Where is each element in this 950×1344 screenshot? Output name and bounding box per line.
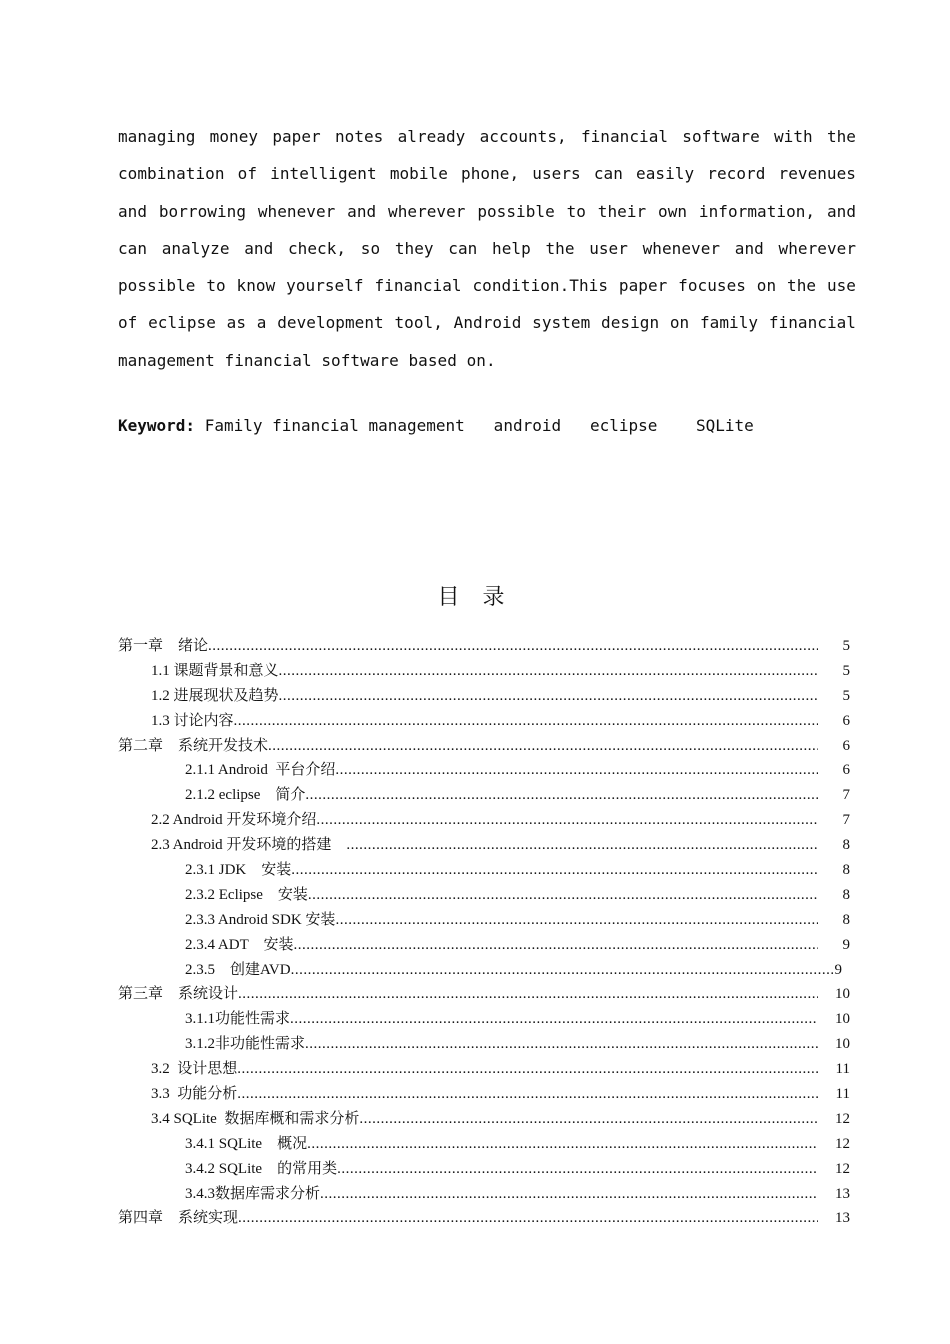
toc-leader-dots [237,1057,818,1082]
toc-entry-page: 7 [842,812,850,829]
toc-entry[interactable] [118,1182,856,1207]
toc-leader-dots [268,734,818,759]
toc-leader-dots [335,908,818,933]
toc-leader-dots [234,709,818,734]
toc-entry[interactable] [118,734,856,759]
toc-entry-page: 5 [842,662,850,679]
toc-entry-title: 2.3.1 JDK 安装 [185,862,292,879]
toc-entry-title: 3.4.2 SQLite 的常用类 [185,1160,338,1177]
toc-entry-page: 12 [835,1110,850,1127]
toc-entry-page: 8 [842,886,850,903]
toc-leader-dots [316,808,818,833]
toc-entry-title: 3.1.1功能性需求 [185,1011,291,1028]
toc-entry[interactable] [118,933,856,958]
keyword-line [118,416,856,435]
toc-leader-dots [305,783,818,808]
toc-entry[interactable] [118,982,856,1007]
toc-leader-dots [346,833,818,858]
toc-entry[interactable] [118,1107,856,1132]
toc-entry[interactable] [118,1007,856,1032]
toc-entry-title: 3.4 SQLite 数据库概和需求分析 [151,1110,360,1127]
toc-entry-title: 第四章 系统实现 [118,1210,239,1227]
toc-entry-page: 9 [834,961,842,978]
toc-entry-title: 2.3.2 Eclipse 安装 [185,886,308,903]
toc-entry-title: 1.2 进展现状及趋势 [151,687,279,704]
keyword-value: Family financial management android eclipse SQLite [195,416,754,435]
toc-leader-dots [320,1182,818,1207]
toc-entry[interactable] [118,684,856,709]
toc-entry[interactable] [118,833,856,858]
toc-entry-title: 2.3.4 ADT 安装 [185,936,294,953]
keyword-label: Keyword: [118,416,196,435]
toc-leader-dots [307,1132,818,1157]
toc-leader-dots [291,858,818,883]
toc-entry[interactable] [118,1082,856,1107]
toc-entry[interactable] [118,808,856,833]
toc-entry[interactable] [118,709,856,734]
toc-entry[interactable] [118,883,856,908]
toc-entry[interactable] [118,758,856,783]
toc-leader-dots [238,1206,818,1231]
toc-leader-dots [290,1007,818,1032]
toc-entry-page: 9 [842,936,850,953]
toc-entry[interactable] [118,659,856,684]
toc-leader-dots [308,883,818,908]
toc-entry[interactable] [118,1032,856,1057]
toc-leader-dots [279,684,818,709]
toc-entry-page: 10 [835,986,850,1003]
toc-entry-title: 第二章 系统开发技术 [118,737,269,754]
toc-entry[interactable] [118,1132,856,1157]
toc-entry-title: 3.1.2非功能性需求 [185,1036,306,1053]
toc-entry-title: 第一章 绪论 [118,638,209,654]
toc-entry-title: 3.3 功能分析 [151,1086,238,1103]
toc-leader-dots [293,933,818,958]
toc-entry-page: 5 [842,638,850,654]
toc-entry-page: 11 [835,1086,850,1103]
toc-entry[interactable] [118,958,856,983]
toc-title: 目 录 [437,585,513,610]
abstract-paragraph: managing money paper notes already accounts, financial software with the combination of intelligent mobile phone, users can easily record revenues and borrowing whenever and wherever possible to their own information, and can analyze and check, so they can help the user whenever and wherever possible to know yourself financial condition.This paper focuses on the use of eclipse as a development tool, Android system design on family financial management financial software based on. [118,127,856,370]
toc-entry-page: 6 [842,762,850,779]
table-of-contents [118,634,856,1231]
toc-entry-title: 1.1 课题背景和意义 [151,662,279,679]
toc-entry-page: 5 [842,687,850,704]
toc-entry[interactable] [118,1057,856,1082]
toc-entry-page: 11 [835,1061,850,1078]
toc-entry[interactable] [118,858,856,883]
toc-entry-title: 2.1.2 eclipse 简介 [185,787,306,804]
toc-entry[interactable] [118,1206,856,1231]
toc-leader-dots [291,958,833,983]
toc-entry-title: 2.3.3 Android SDK 安装 [185,911,336,928]
toc-entry-page: 8 [842,862,850,879]
toc-entry-page: 12 [835,1160,850,1177]
toc-entry[interactable] [118,908,856,933]
toc-leader-dots [305,1032,818,1057]
toc-entry-page: 8 [842,911,850,928]
toc-entry[interactable] [118,783,856,808]
toc-leader-dots [208,634,818,659]
toc-entry[interactable] [118,1157,856,1182]
toc-entry[interactable] [118,634,856,659]
toc-leader-dots [337,1157,818,1182]
toc-leader-dots [359,1107,818,1132]
toc-entry-title: 2.3.5 创建AVD [185,961,291,978]
toc-leader-dots [279,659,818,684]
toc-entry-page: 13 [835,1185,850,1202]
toc-entry-page: 12 [835,1135,850,1152]
toc-entry-title: 3.4.3数据库需求分析 [185,1185,321,1202]
toc-entry-title: 3.2 设计思想 [151,1061,238,1078]
toc-leader-dots [238,982,818,1007]
toc-leader-dots [335,758,818,783]
toc-entry-page: 10 [835,1036,850,1053]
toc-entry-page: 8 [842,837,850,854]
toc-entry-page: 7 [842,787,850,804]
toc-entry-page: 10 [835,1011,850,1028]
toc-entry-title: 2.1.1 Android 平台介绍 [185,762,336,779]
toc-entry-title: 第三章 系统设计 [118,986,239,1003]
toc-entry-title: 3.4.1 SQLite 概况 [185,1135,308,1152]
toc-entry-page: 6 [842,737,850,754]
toc-leader-dots [237,1082,818,1107]
toc-entry-title: 1.3 讨论内容 [151,712,234,729]
toc-entry-page: 6 [842,712,850,729]
toc-entry-page: 13 [835,1210,850,1227]
toc-entry-title: 2.3 Android 开发环境的搭建 [151,837,347,854]
toc-entry-title: 2.2 Android 开发环境介绍 [151,812,317,829]
